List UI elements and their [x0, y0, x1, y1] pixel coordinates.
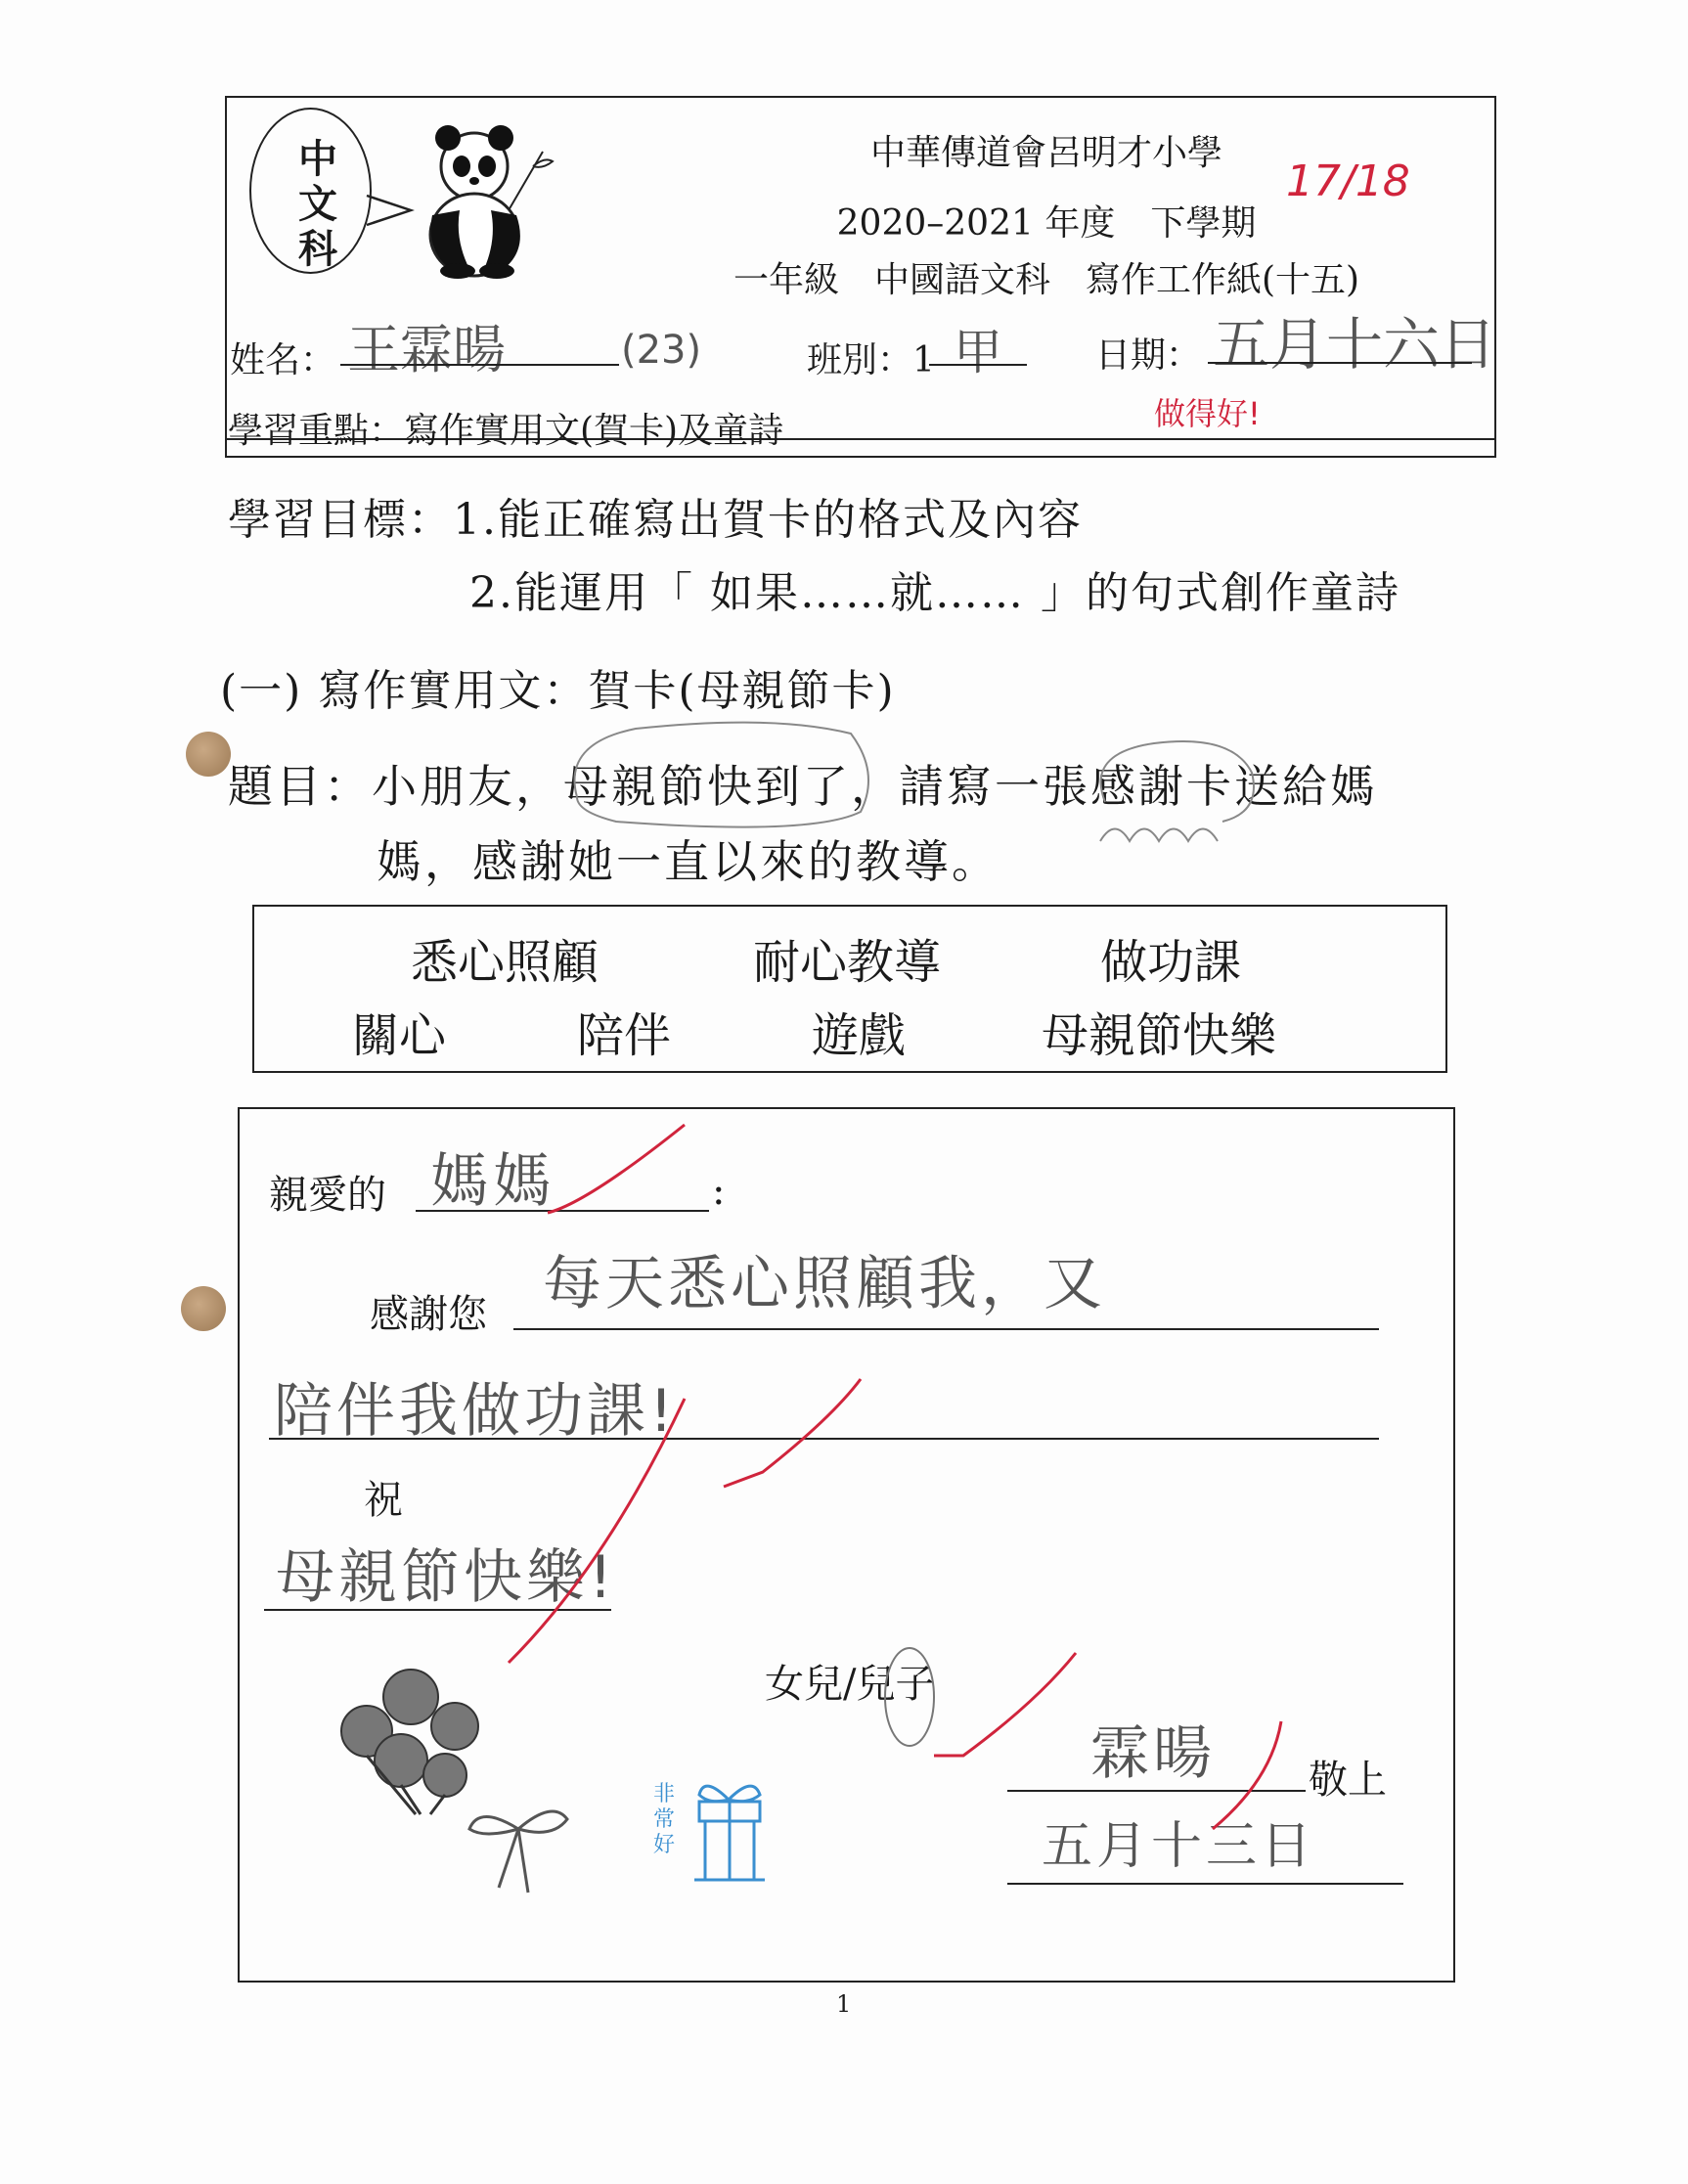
- subject-bubble-text: 中文科: [298, 136, 337, 272]
- word-bank-item: 悉心照顧: [411, 935, 600, 990]
- objective-1: 學習目標：1.能正確寫出賀卡的格式及內容: [228, 495, 1083, 545]
- class-number: (23): [621, 328, 702, 373]
- date-label: 日期：: [1095, 335, 1202, 376]
- section-title: (一) 寫作實用文：賀卡(母親節卡): [220, 666, 896, 716]
- page-number: 1: [836, 1990, 852, 2018]
- word-bank-item: 耐心教導: [753, 935, 942, 990]
- school-name: 中華傳道會呂明才小學: [869, 133, 1222, 173]
- wish-label: 祝: [364, 1478, 403, 1523]
- closing-text: 敬上: [1309, 1758, 1387, 1803]
- word-bank-item: 母親節快樂: [1042, 1008, 1277, 1063]
- class-label: 班別：1: [807, 340, 935, 380]
- worksheet-title: 一年級 中國語文科 寫作工作紙(十五): [733, 260, 1360, 300]
- word-bank-item: 做功課: [1100, 935, 1242, 990]
- wish-value: 母親節快樂!: [276, 1543, 617, 1612]
- learning-focus: 學習重點：寫作實用文(賀卡)及童詩: [228, 411, 784, 451]
- teacher-comment: 做得好!: [1154, 395, 1261, 432]
- signer-label: 女兒/兒子: [765, 1662, 935, 1707]
- greeting-value: 媽媽: [430, 1147, 555, 1216]
- signer-value: 霖暘: [1090, 1719, 1216, 1788]
- name-value: 王霖暘: [347, 319, 506, 380]
- greeting-colon: :: [712, 1169, 726, 1214]
- ribbon-icon: [460, 1795, 577, 1902]
- word-bank-item: 陪伴: [577, 1008, 672, 1063]
- prompt-line-2: 媽，感謝她一直以來的教導。: [377, 835, 999, 888]
- body-line-2: 陪伴我做功課!: [274, 1377, 678, 1446]
- thanks-value: 每天悉心照顧我，又: [543, 1250, 1106, 1318]
- card-date: 五月十三日: [1042, 1817, 1316, 1876]
- word-bank-item: 遊戲: [812, 1008, 907, 1063]
- word-bank-item: 關心: [352, 1008, 447, 1063]
- date-value: 五月十六日: [1213, 311, 1497, 378]
- objective-2: 2.能運用「 如果……就…… 」的句式創作童詩: [469, 568, 1400, 618]
- prompt-line-1: 題目：小朋友，母親節快到了，請寫一張感謝卡送給媽: [228, 760, 1378, 813]
- stamp-text: 非常好: [653, 1782, 676, 1857]
- gift-stamp-icon: [670, 1770, 787, 1902]
- thanks-label: 感謝您: [370, 1292, 487, 1337]
- grade-mark: 17/18: [1286, 156, 1410, 206]
- greeting-label: 親愛的: [269, 1173, 386, 1218]
- class-value: 甲: [954, 324, 1002, 380]
- year-term: 2020–2021 年度 下學期: [836, 203, 1257, 244]
- name-label: 姓名：: [230, 340, 336, 380]
